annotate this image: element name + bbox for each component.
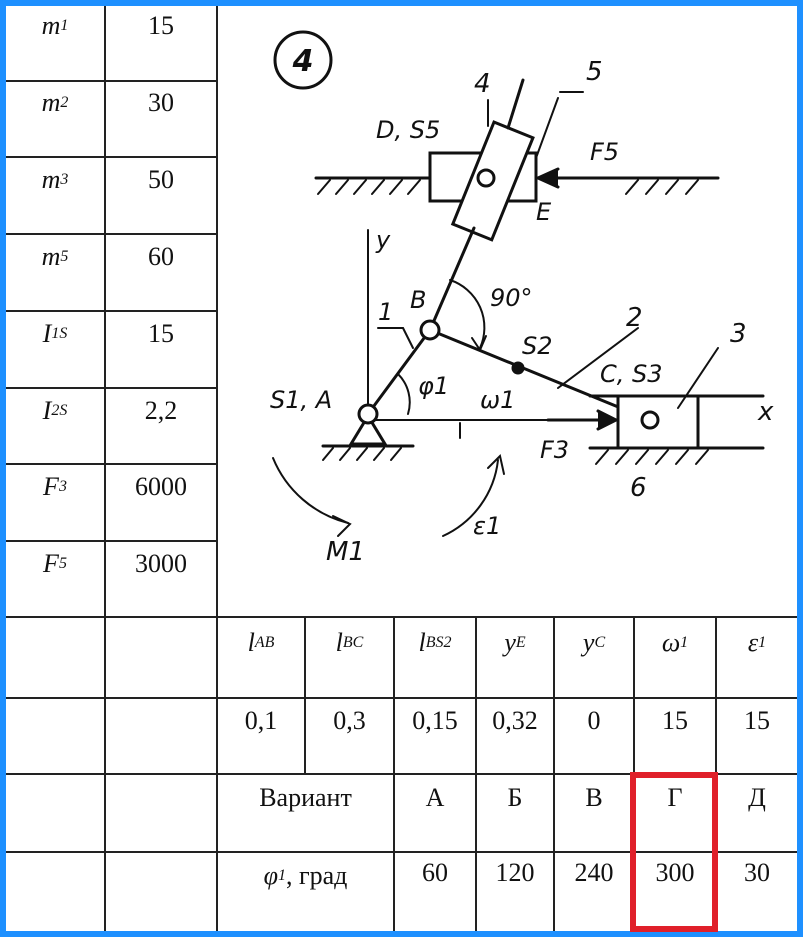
angle-90-arc [450, 280, 484, 348]
label-D: D, S5 [376, 116, 441, 144]
geometry-header: l AB [247, 628, 275, 657]
phi-value: 240 [574, 858, 614, 887]
label-S1A: S1, A [270, 386, 333, 414]
label-M1: M1 [326, 537, 365, 567]
label-link5: 5 [586, 57, 603, 87]
phi-arc [398, 374, 410, 414]
label-link1: 1 [378, 298, 394, 326]
label-C: C, S3 [600, 360, 663, 388]
label-B: B [410, 286, 427, 314]
phi-value: 30 [744, 858, 770, 887]
phi-label: φ 1 , град [263, 861, 348, 890]
joint-C [642, 412, 658, 428]
param-value: 3000 [135, 549, 187, 578]
param-value: 60 [148, 242, 174, 271]
geometry-value: 0,1 [244, 706, 278, 735]
joint-A [359, 405, 377, 423]
geometry-value: 0,32 [492, 706, 538, 735]
phi-value: 60 [422, 858, 448, 887]
param-label: m 5 [41, 242, 69, 271]
label-F5: F5 [590, 138, 620, 166]
param-label: m 2 [41, 88, 69, 117]
geometry-header: ε 1 [747, 628, 767, 657]
param-value: 2,2 [144, 396, 178, 425]
moment-M1-arc [273, 458, 348, 523]
geometry-value: 0,15 [412, 706, 458, 735]
param-value: 50 [148, 165, 174, 194]
label-phi1: φ1 [418, 372, 450, 400]
label-S2: S2 [522, 332, 553, 360]
link-BD [430, 228, 474, 330]
geometry-header: l BC [335, 628, 364, 657]
geometry-header: l BS2 [418, 628, 452, 657]
param-label: F 3 [43, 472, 67, 501]
label-y: y [376, 226, 391, 254]
diagram-number: 4 [292, 44, 314, 79]
phi-value: 300 [655, 858, 695, 887]
geometry-value: 15 [662, 706, 688, 735]
phi-value: 120 [495, 858, 535, 887]
mechanism-diagram [218, 8, 797, 614]
param-label: I 1S [42, 319, 68, 348]
param-value: 6000 [135, 472, 187, 501]
variant-name: Б [507, 783, 523, 812]
variant-name: Г [667, 783, 683, 812]
param-label: m 3 [41, 165, 69, 194]
variant-name: В [585, 783, 603, 812]
joint-D [478, 170, 494, 186]
selected-variant-highlight [630, 772, 718, 932]
link-4-rod [508, 80, 523, 128]
variant-label: Вариант [259, 783, 352, 812]
point-S2 [513, 363, 523, 373]
geometry-header: ω 1 [661, 628, 689, 657]
label-link4: 4 [474, 69, 491, 99]
label-omega1: ω1 [480, 386, 516, 414]
label-link3: 3 [730, 319, 747, 349]
label-link2: 2 [626, 303, 643, 333]
geometry-header: y C [582, 628, 606, 657]
label-x: x [758, 397, 774, 427]
geometry-header: y E [504, 628, 526, 657]
label-angle: 90° [490, 284, 533, 312]
variant-name: А [425, 783, 445, 812]
geometry-value: 15 [744, 706, 770, 735]
param-value: 15 [148, 319, 174, 348]
geometry-value: 0,3 [333, 706, 366, 735]
geometry-value: 0 [587, 706, 601, 735]
param-label: m 1 [41, 11, 69, 40]
param-label: F 5 [43, 549, 67, 578]
variant-name: Д [748, 783, 766, 812]
label-eps1: ε1 [473, 512, 502, 540]
label-link6: 6 [630, 473, 647, 503]
param-value: 30 [148, 88, 174, 117]
label-F3: F3 [540, 436, 570, 464]
param-label: I 2S [42, 396, 68, 425]
label-E: E [536, 198, 552, 226]
joint-B [421, 321, 439, 339]
param-value: 15 [148, 11, 174, 40]
